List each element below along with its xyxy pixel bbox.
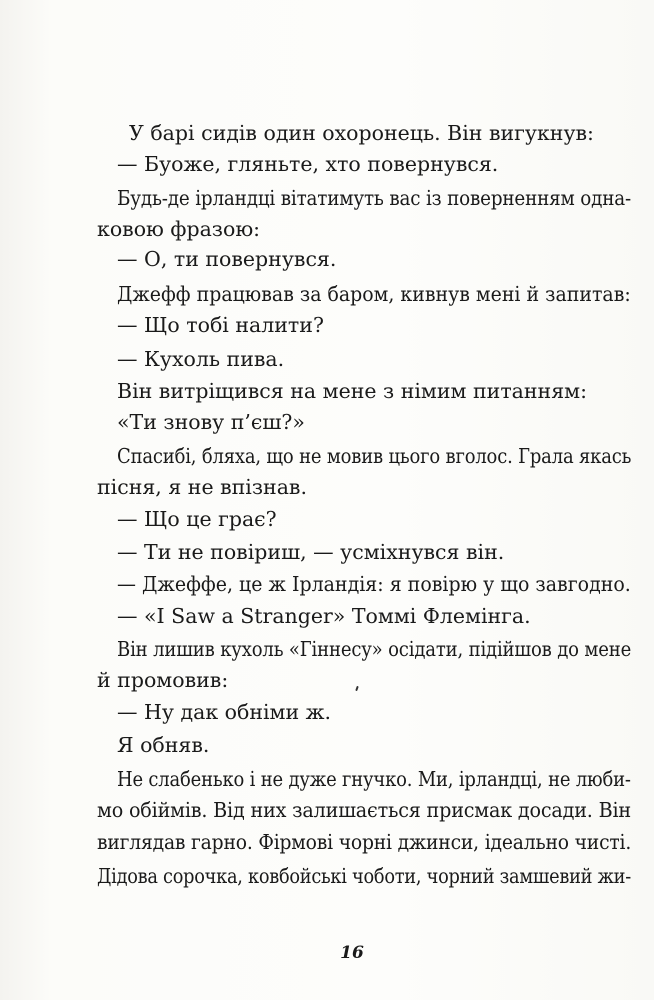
text-line: У барі сидів один охоронець. Він вигукнув: xyxy=(129,121,594,145)
text-line: Він витріщився на мене з німим питанням: xyxy=(117,379,587,403)
text-line: — Джеффе, це ж Ірландія: я повірю у що завгодно. xyxy=(117,572,631,596)
paper-speck xyxy=(355,686,359,691)
text-line: — Ну дак обніми ж. xyxy=(117,700,332,724)
text-line: — «I Saw a Stranger» Томмі Флемінга. xyxy=(117,604,531,628)
text-line: — Що тобі налити? xyxy=(117,313,324,337)
page-number: 16 xyxy=(340,943,364,963)
text-line: Будь-де ірландці вітатимуть вас із поверненням одна- xyxy=(117,186,632,210)
text-line: Дідова сорочка, ковбойські чоботи, чорний замшевий жи- xyxy=(97,864,631,888)
text-line: пісня, я не впізнав. xyxy=(97,475,307,499)
text-line: Він лишив кухоль «Гіннесу» осідати, підійшов до мене xyxy=(117,637,632,661)
text-line: Я обняв. xyxy=(117,733,210,757)
text-line: ковою фразою: xyxy=(97,217,261,241)
text-line: «Ти знову п’єш?» xyxy=(117,410,305,434)
text-line: — Ти не повіриш, — усміхнувся він. xyxy=(117,540,505,564)
text-line: Джефф працював за баром, кивнув мені й запитав: xyxy=(117,282,631,306)
text-line: виглядав гарно. Фірмові чорні джинси, ідеально чисті. xyxy=(97,830,632,854)
text-line: мо обіймів. Від них залишається присмак досади. Він xyxy=(97,798,631,822)
text-line: — Кухоль пива. xyxy=(117,347,285,371)
text-line: Не слабенько і не дуже гнучко. Ми, ірландці, не люби- xyxy=(117,767,631,791)
text-line: — Що це грає? xyxy=(117,507,277,531)
text-line: — Буоже, гляньте, хто повернувся. xyxy=(117,152,499,176)
text-line: — О, ти повернувся. xyxy=(117,247,337,271)
text-line: Спасибі, бляха, що не мовив цього вголос. Грала якась xyxy=(117,444,632,468)
text-line: й промовив: xyxy=(97,668,229,692)
